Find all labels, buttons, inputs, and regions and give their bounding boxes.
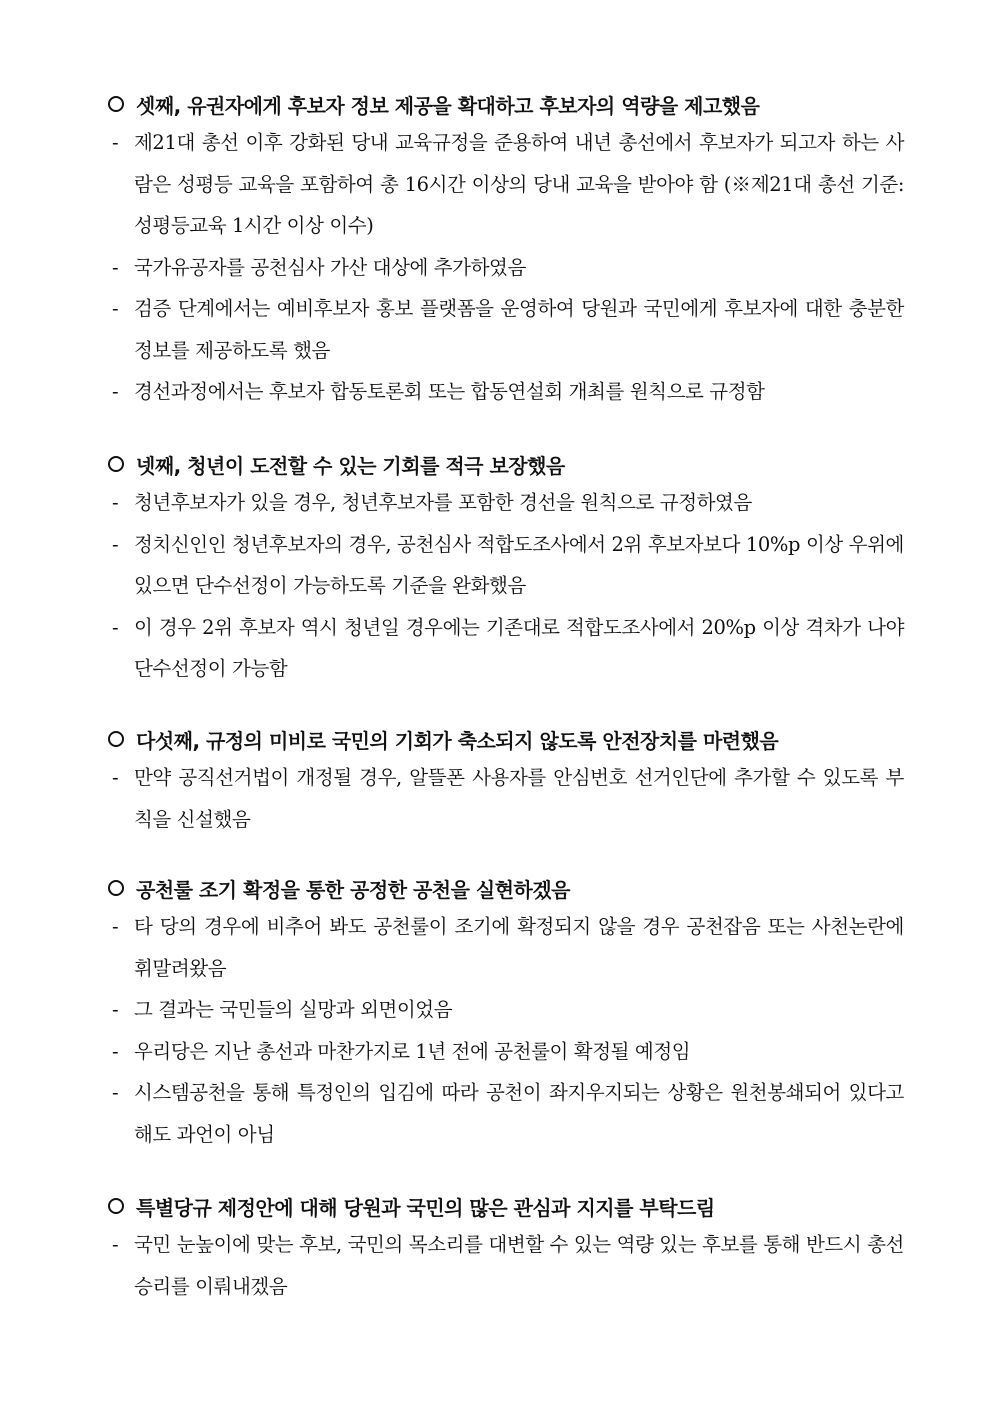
- dash-bullet-icon: -: [112, 532, 119, 556]
- circle-bullet-icon: [108, 1198, 124, 1214]
- bullet-list: [104, 482, 904, 690]
- item-text: 우리당은 지난 총선과 마찬가지로 1년 전에 공천룰이 확정될 예정임: [134, 1039, 691, 1063]
- item-text: 국민 눈높이에 맞는 후보, 국민의 목소리를 대변할 수 있는 역량 있는 후보를 통해 반드시 총선 승리를 이뤄내겠음: [134, 1233, 904, 1298]
- section-heading: [104, 446, 904, 482]
- dash-bullet-icon: -: [112, 255, 119, 279]
- dash-bullet-icon: -: [112, 1233, 119, 1256]
- section-heading: [104, 721, 904, 757]
- section-fifth: [104, 721, 904, 840]
- dash-bullet-icon: -: [112, 1039, 119, 1063]
- list-item: [104, 989, 904, 1031]
- list-item: [104, 482, 904, 524]
- dash-bullet-icon: -: [112, 297, 119, 320]
- heading-text: 다섯째, 규정의 미비로 국민의 기회가 축소되지 않도록 안전장치를 마련했음: [136, 728, 779, 753]
- item-text: 이 경우 2위 후보자 역시 청년일 경우에는 기존대로 적합도조사에서 20%p 이상 격차가 나야 단수선정이 가능함: [134, 615, 904, 680]
- item-text: 검증 단계에서는 예비후보자 홍보 플랫폼을 운영하여 당원과 국민에게 후보자에 대한 충분한 정보를 제공하도록 했음: [134, 297, 904, 362]
- section-third: [104, 86, 904, 413]
- item-text: 제21대 총선 이후 강화된 당내 교육규정을 준용하여 내년 총선에서 후보자가 되고자 하는 사람은 성평등 교육을 포함하여 총 16시간 이상의 당내 교육을 받아야 함 (※제21대 총선 기준: 성평등교육 1시간 이상 이수): [134, 131, 904, 237]
- item-text: 그 결과는 국민들의 실망과 외면이었음: [134, 998, 453, 1021]
- list-item: [104, 122, 904, 247]
- section-fourth: [104, 446, 904, 690]
- list-item: [104, 1072, 904, 1155]
- bullet-list: [104, 906, 904, 1155]
- section-heading: [104, 86, 904, 122]
- section-heading: [104, 1188, 904, 1224]
- list-item: [104, 906, 904, 989]
- item-text: 만약 공직선거법이 개정될 경우, 알뜰폰 사용자를 안심번호 선거인단에 추가할 수 있도록 부칙을 신설했음: [134, 766, 904, 831]
- dash-bullet-icon: -: [112, 766, 119, 789]
- heading-text: 특별당규 제정안에 대해 당원과 국민의 많은 관심과 지지를 부탁드림: [136, 1195, 715, 1220]
- item-text: 시스템공천을 통해 특정인의 입김에 따라 공천이 좌지우지되는 상황은 원천봉쇄되어 있다고 해도 과언이 아님: [134, 1081, 904, 1146]
- item-text: 경선과정에서는 후보자 합동토론회 또는 합동연설회 개최를 원칙으로 규정함: [134, 380, 765, 403]
- dash-bullet-icon: -: [112, 1081, 119, 1104]
- dash-bullet-icon: -: [112, 998, 119, 1021]
- circle-bullet-icon: [108, 96, 124, 112]
- dash-bullet-icon: -: [112, 915, 119, 938]
- heading-text: 셋째, 유권자에게 후보자 정보 제공을 확대하고 후보자의 역량을 제고했음: [136, 93, 760, 118]
- heading-text: 공천룰 조기 확정을 통한 공정한 공천을 실현하겠음: [136, 877, 570, 902]
- list-item: [104, 371, 904, 413]
- section-heading: [104, 870, 904, 906]
- list-item: [104, 288, 904, 371]
- item-text: 타 당의 경우에 비추어 봐도 공천룰이 조기에 확정되지 않을 경우 공천잡음 또는 사천논란에 휘말려왔음: [134, 915, 904, 980]
- bullet-list: [104, 1224, 904, 1307]
- dash-bullet-icon: -: [112, 615, 119, 639]
- circle-bullet-icon: [108, 731, 124, 747]
- section-request-support: [104, 1188, 904, 1307]
- list-item: [104, 1224, 904, 1307]
- item-text: 국가유공자를 공천심사 가산 대상에 추가하였음: [134, 255, 526, 279]
- section-nomination-rules: [104, 870, 904, 1155]
- heading-text: 넷째, 청년이 도전할 수 있는 기회를 적극 보장했음: [136, 453, 565, 478]
- list-item: [104, 247, 904, 289]
- list-item: [104, 757, 904, 840]
- list-item: [104, 607, 904, 690]
- list-item: [104, 1031, 904, 1073]
- bullet-list: [104, 757, 904, 840]
- list-item: [104, 524, 904, 607]
- dash-bullet-icon: -: [112, 491, 119, 514]
- circle-bullet-icon: [108, 880, 124, 896]
- bullet-list: [104, 122, 904, 413]
- circle-bullet-icon: [108, 456, 124, 472]
- item-text: 정치신인인 청년후보자의 경우, 공천심사 적합도조사에서 2위 후보자보다 10%p 이상 우위에 있으면 단수선정이 가능하도록 기준을 완화했음: [134, 532, 904, 597]
- dash-bullet-icon: -: [112, 380, 119, 403]
- dash-bullet-icon: -: [112, 131, 119, 154]
- item-text: 청년후보자가 있을 경우, 청년후보자를 포함한 경선을 원칙으로 규정하였음: [134, 491, 752, 514]
